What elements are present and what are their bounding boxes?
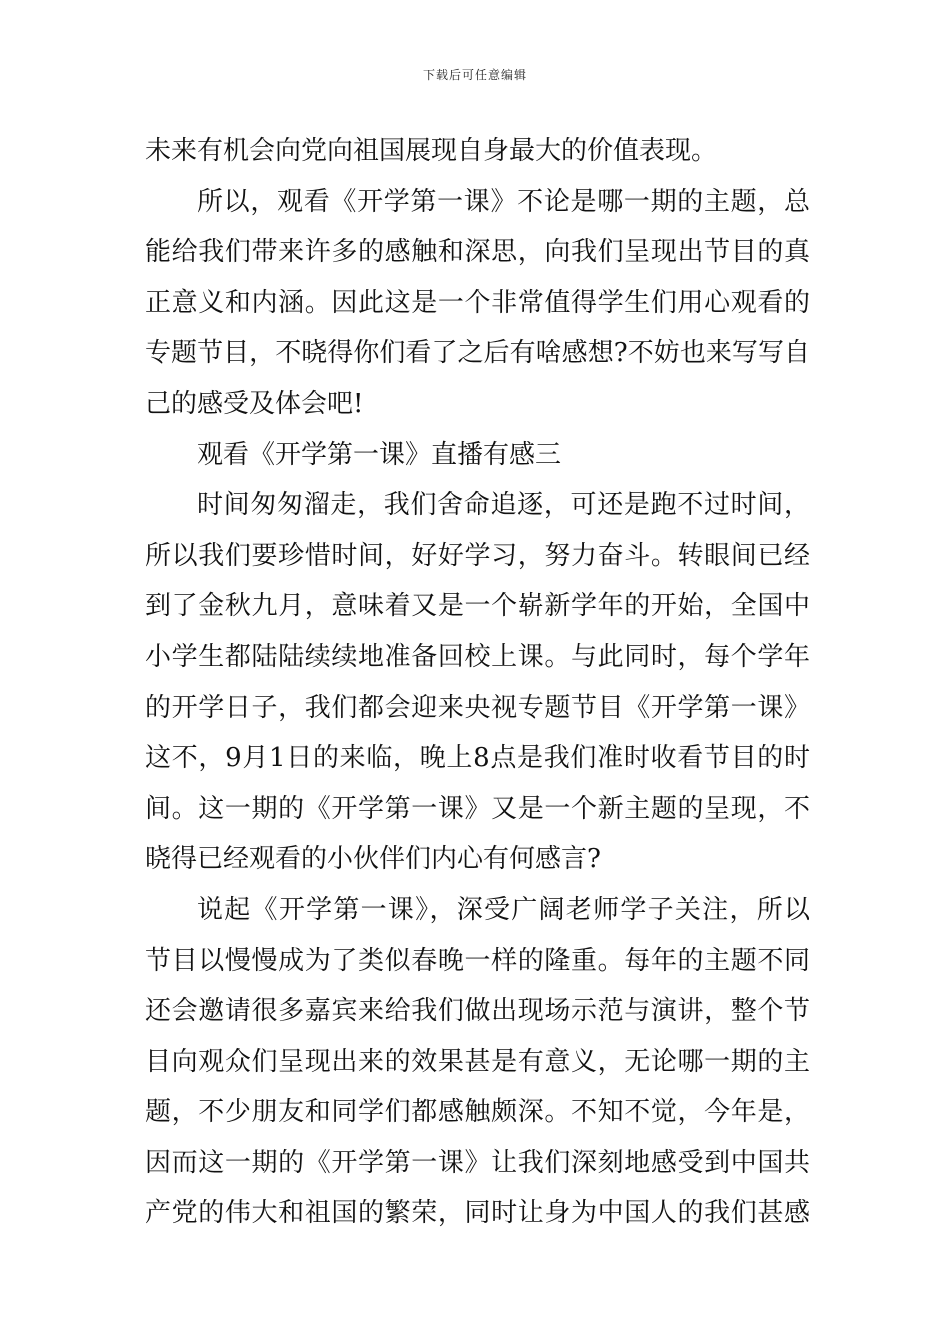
text-line: 目向观众们呈现出来的效果甚是有意义，无论哪一期的主	[145, 1046, 810, 1077]
text-line: 还会邀请很多嘉宾来给我们做出现场示范与演讲，整个节	[145, 996, 810, 1027]
text-line: 己的感受及体会吧!	[145, 388, 364, 419]
text-line: 专题节目，不晓得你们看了之后有啥感想?不妨也来写写自	[145, 338, 810, 369]
text-line: 到了金秋九月，意味着又是一个崭新学年的开始，全国中	[145, 591, 810, 622]
paragraph-start-line: 说起《开学第一课》，深受广阔老师学子关注，所以	[197, 894, 810, 925]
text-line: 的开学日子，我们都会迎来央视专题节目《开学第一课》	[145, 692, 810, 723]
paragraph-start-line: 时间匆匆溜走，我们舍命追逐，可还是跑不过时间，	[197, 490, 810, 521]
text-line: 产党的伟大和祖国的繁荣，同时让身为中国人的我们甚感	[145, 1198, 810, 1229]
text-line: 小学生都陆陆续续地准备回校上课。与此同时，每个学年	[145, 641, 810, 672]
text-line: 题，不少朋友和同学们都感触颇深。不知不觉，今年是，	[145, 1097, 810, 1128]
text-line: 这不，9月1日的来临，晚上8点是我们准时收看节目的时	[145, 743, 810, 774]
text-line: 因而这一期的《开学第一课》让我们深刻地感受到中国共	[145, 1147, 810, 1178]
text-line: 所以我们要珍惜时间，好好学习，努力奋斗。转眼间已经	[145, 540, 810, 571]
paragraph-start-line: 所以，观看《开学第一课》不论是哪一期的主题，总	[197, 186, 810, 217]
section-heading: 观看《开学第一课》直播有感三	[197, 439, 562, 470]
text-line: 能给我们带来许多的感触和深思，向我们呈现出节目的真	[145, 237, 810, 268]
text-line: 间。这一期的《开学第一课》又是一个新主题的呈现，不	[145, 793, 810, 824]
text-line: 节目以慢慢成为了类似春晚一样的隆重。每年的主题不同	[145, 945, 810, 976]
text-line: 晓得已经观看的小伙伴们内心有何感言?	[145, 844, 601, 875]
text-line: 未来有机会向党向祖国展现自身最大的价值表现。	[145, 136, 718, 166]
document-body	[145, 126, 810, 1239]
text-line: 正意义和内涵。因此这是一个非常值得学生们用心观看的	[145, 287, 810, 318]
page-header: 下载后可任意编辑	[422, 68, 527, 82]
